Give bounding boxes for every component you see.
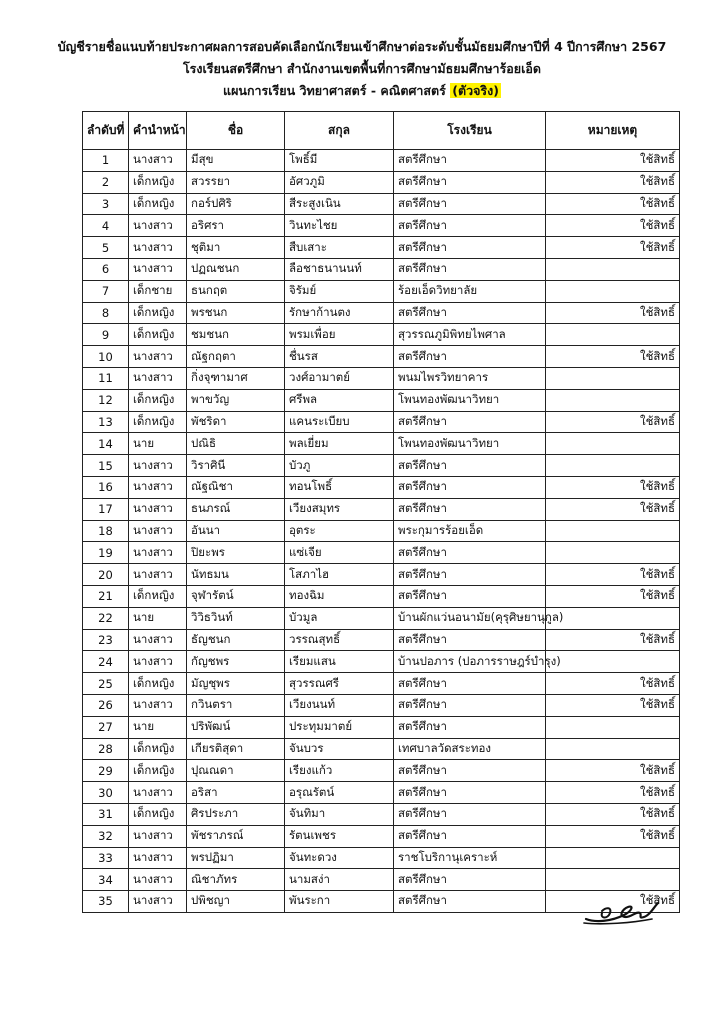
row-number: 19 xyxy=(83,542,129,564)
table-row xyxy=(83,498,680,520)
row-number: 24 xyxy=(83,651,129,673)
table-row xyxy=(83,782,680,804)
remark: ใช้สิทธิ์ xyxy=(546,825,680,847)
first-name: อริสา xyxy=(187,782,285,804)
row-number: 1 xyxy=(83,150,129,172)
remark: ใช้สิทธิ์ xyxy=(546,891,680,913)
name-prefix: เด็กหญิง xyxy=(129,324,187,346)
first-name: กิ่งจุฑามาศ xyxy=(187,367,285,389)
first-name: ปุณณดา xyxy=(187,760,285,782)
table-row xyxy=(83,673,680,695)
first-name: พัชริดา xyxy=(187,411,285,433)
school-name: โพนทองพัฒนาวิทยา xyxy=(394,433,546,455)
header-col-remark: หมายเหตุ xyxy=(546,112,680,150)
name-prefix: เด็กหญิง xyxy=(129,585,187,607)
school-name: สตรีศึกษา xyxy=(394,716,546,738)
table-row xyxy=(83,280,680,302)
school-name: สตรีศึกษา xyxy=(394,782,546,804)
first-name: กัญชพร xyxy=(187,651,285,673)
row-number: 33 xyxy=(83,847,129,869)
first-name: ปิยะพร xyxy=(187,542,285,564)
row-number: 7 xyxy=(83,280,129,302)
name-prefix: เด็กชาย xyxy=(129,280,187,302)
table-row xyxy=(83,411,680,433)
remark: ใช้สิทธิ์ xyxy=(546,782,680,804)
name-prefix: นางสาว xyxy=(129,258,187,280)
school-name: สตรีศึกษา xyxy=(394,869,546,891)
table-row xyxy=(83,193,680,215)
name-prefix: เด็กหญิง xyxy=(129,760,187,782)
last-name: สุวรรณศรี xyxy=(285,673,394,695)
table-row xyxy=(83,237,680,259)
school-name: พนมไพรวิทยาคาร xyxy=(394,367,546,389)
name-prefix: นางสาว xyxy=(129,825,187,847)
first-name: อริศรา xyxy=(187,215,285,237)
last-name: อรุณรัตน์ xyxy=(285,782,394,804)
school-name: สตรีศึกษา xyxy=(394,476,546,498)
remark xyxy=(546,738,680,760)
remark: ใช้สิทธิ์ xyxy=(546,411,680,433)
last-name: พลเยี่ยม xyxy=(285,433,394,455)
first-name: ณิชาภัทร xyxy=(187,869,285,891)
last-name: บัวมูล xyxy=(285,607,394,629)
table-row xyxy=(83,389,680,411)
table-row xyxy=(83,694,680,716)
remark xyxy=(546,869,680,891)
name-prefix: นางสาว xyxy=(129,564,187,586)
table-row xyxy=(83,585,680,607)
row-number: 16 xyxy=(83,476,129,498)
name-prefix: นางสาว xyxy=(129,629,187,651)
table-row xyxy=(83,564,680,586)
table-row xyxy=(83,716,680,738)
table-row xyxy=(83,869,680,891)
table-row xyxy=(83,651,680,673)
school-name: สตรีศึกษา xyxy=(394,694,546,716)
name-prefix: เด็กหญิง xyxy=(129,738,187,760)
last-name: โพธิ์มี xyxy=(285,150,394,172)
school-name: สตรีศึกษา xyxy=(394,498,546,520)
last-name: พันระกา xyxy=(285,891,394,913)
remark: ใช้สิทธิ์ xyxy=(546,760,680,782)
row-number: 34 xyxy=(83,869,129,891)
school-name: สตรีศึกษา xyxy=(394,585,546,607)
last-name: ทอนโพธิ์ xyxy=(285,476,394,498)
last-name: วรรณสุทธิ์ xyxy=(285,629,394,651)
row-number: 14 xyxy=(83,433,129,455)
school-name: สตรีศึกษา xyxy=(394,150,546,172)
school-name: โพนทองพัฒนาวิทยา xyxy=(394,389,546,411)
remark: ใช้สิทธิ์ xyxy=(546,585,680,607)
name-prefix: นางสาว xyxy=(129,367,187,389)
first-name: นัทธมน xyxy=(187,564,285,586)
name-prefix: เด็กหญิง xyxy=(129,389,187,411)
school-name: สุวรรณภูมิพิทยไพศาล xyxy=(394,324,546,346)
row-number: 23 xyxy=(83,629,129,651)
last-name: โสภาไฮ xyxy=(285,564,394,586)
name-prefix: นาย xyxy=(129,716,187,738)
first-name: พรชนก xyxy=(187,302,285,324)
plan-badge: (ตัวจริง) xyxy=(452,83,499,98)
school-name: สตรีศึกษา xyxy=(394,193,546,215)
table-row xyxy=(83,258,680,280)
name-prefix: นางสาว xyxy=(129,694,187,716)
row-number: 10 xyxy=(83,346,129,368)
first-name: วิวิธวินท์ xyxy=(187,607,285,629)
document-title: บัญชีรายชื่อแนบท้ายประกาศผลการสอบคัดเลือกนักเรียนเข้าศึกษาต่อระดับชั้นมัธยมศึกษาปีที่ 4 ปีการศึกษา 2567 xyxy=(57,39,667,54)
name-prefix: นางสาว xyxy=(129,869,187,891)
last-name: วงศ์อามาตย์ xyxy=(285,367,394,389)
first-name: ปพิชญา xyxy=(187,891,285,913)
remark: ใช้สิทธิ์ xyxy=(546,346,680,368)
row-number: 2 xyxy=(83,171,129,193)
table-row xyxy=(83,760,680,782)
row-number: 9 xyxy=(83,324,129,346)
table-row xyxy=(83,542,680,564)
row-number: 13 xyxy=(83,411,129,433)
name-prefix: เด็กหญิง xyxy=(129,193,187,215)
row-number: 15 xyxy=(83,455,129,477)
first-name: อันนา xyxy=(187,520,285,542)
remark xyxy=(546,542,680,564)
school-name: สตรีศึกษา xyxy=(394,564,546,586)
header-col-last-name: สกุล xyxy=(285,112,394,150)
remark xyxy=(546,389,680,411)
header-col-no: ลำดับที่ xyxy=(83,112,129,150)
row-number: 27 xyxy=(83,716,129,738)
remark xyxy=(546,607,680,629)
first-name: ชุติมา xyxy=(187,237,285,259)
last-name: เวียงสมุทร xyxy=(285,498,394,520)
name-prefix: นางสาว xyxy=(129,498,187,520)
table-row xyxy=(83,629,680,651)
last-name: เรียมแสน xyxy=(285,651,394,673)
table-row xyxy=(83,847,680,869)
remark xyxy=(546,716,680,738)
last-name: ชื่นรส xyxy=(285,346,394,368)
school-name: ราชโบริกานุเคราะห์ xyxy=(394,847,546,869)
name-prefix: นางสาว xyxy=(129,215,187,237)
name-prefix: เด็กหญิง xyxy=(129,673,187,695)
remark: ใช้สิทธิ์ xyxy=(546,302,680,324)
remark xyxy=(546,367,680,389)
first-name: ณัฐกฤตา xyxy=(187,346,285,368)
remark xyxy=(546,258,680,280)
name-prefix: นางสาว xyxy=(129,237,187,259)
first-name: มีสุข xyxy=(187,150,285,172)
last-name: พรมเพื่อย xyxy=(285,324,394,346)
last-name: รักษาก้านตง xyxy=(285,302,394,324)
name-prefix: นางสาว xyxy=(129,346,187,368)
school-name: บ้านผักแว่นอนามัย(คุรุศิษยานุกูล) xyxy=(394,607,546,629)
school-name: ร้อยเอ็ดวิทยาลัย xyxy=(394,280,546,302)
school-name: สตรีศึกษา xyxy=(394,171,546,193)
last-name: วินทะไชย xyxy=(285,215,394,237)
first-name: ณัฐณิชา xyxy=(187,476,285,498)
remark xyxy=(546,847,680,869)
row-number: 12 xyxy=(83,389,129,411)
name-prefix: นางสาว xyxy=(129,150,187,172)
last-name: สีระสูงเนิน xyxy=(285,193,394,215)
remark: ใช้สิทธิ์ xyxy=(546,193,680,215)
first-name: ธัญชนก xyxy=(187,629,285,651)
remark xyxy=(546,280,680,302)
table-row xyxy=(83,171,680,193)
first-name: ธนภรณ์ xyxy=(187,498,285,520)
remark xyxy=(546,324,680,346)
table-body xyxy=(83,150,680,913)
table-row xyxy=(83,803,680,825)
last-name: จันทะดวง xyxy=(285,847,394,869)
school-line: โรงเรียนสตรีศึกษา สำนักงานเขตพื้นที่การศึกษามัธยมศึกษาร้อยเอ็ด xyxy=(182,61,542,76)
name-prefix: นาย xyxy=(129,607,187,629)
first-name: กอร์ปศิริ xyxy=(187,193,285,215)
row-number: 17 xyxy=(83,498,129,520)
row-number: 8 xyxy=(83,302,129,324)
remark: ใช้สิทธิ์ xyxy=(546,476,680,498)
remark: ใช้สิทธิ์ xyxy=(546,803,680,825)
row-number: 29 xyxy=(83,760,129,782)
plan-name: แผนการเรียน วิทยาศาสตร์ - คณิตศาสตร์ xyxy=(223,83,446,98)
row-number: 32 xyxy=(83,825,129,847)
school-name: สตรีศึกษา xyxy=(394,237,546,259)
row-number: 20 xyxy=(83,564,129,586)
first-name: เกียรติสุดา xyxy=(187,738,285,760)
school-name: สตรีศึกษา xyxy=(394,346,546,368)
row-number: 22 xyxy=(83,607,129,629)
handwritten-signature-icon xyxy=(582,893,662,929)
school-name: สตรีศึกษา xyxy=(394,760,546,782)
school-name: บ้านปอภาร (ปอภารราษฎร์บำรุง) xyxy=(394,651,546,673)
last-name: จันบวร xyxy=(285,738,394,760)
table-row xyxy=(83,607,680,629)
table-row xyxy=(83,346,680,368)
table-row xyxy=(83,215,680,237)
remark: ใช้สิทธิ์ xyxy=(546,694,680,716)
remark: ใช้สิทธิ์ xyxy=(546,498,680,520)
document-header xyxy=(0,36,724,102)
header-col-prefix: คำนำหน้า xyxy=(129,112,187,150)
remark xyxy=(546,520,680,542)
name-prefix: นางสาว xyxy=(129,542,187,564)
table-row xyxy=(83,150,680,172)
name-prefix: นาย xyxy=(129,433,187,455)
first-name: พาขวัญ xyxy=(187,389,285,411)
table-row xyxy=(83,520,680,542)
school-name: สตรีศึกษา xyxy=(394,542,546,564)
row-number: 18 xyxy=(83,520,129,542)
row-number: 3 xyxy=(83,193,129,215)
school-name: พระกุมารร้อยเอ็ด xyxy=(394,520,546,542)
school-name: เทศบาลวัดสระทอง xyxy=(394,738,546,760)
row-number: 30 xyxy=(83,782,129,804)
remark xyxy=(546,455,680,477)
student-table xyxy=(82,111,680,913)
remark: ใช้สิทธิ์ xyxy=(546,564,680,586)
school-name: สตรีศึกษา xyxy=(394,411,546,433)
first-name: ปฏณชนก xyxy=(187,258,285,280)
remark: ใช้สิทธิ์ xyxy=(546,673,680,695)
school-name: สตรีศึกษา xyxy=(394,673,546,695)
school-name: สตรีศึกษา xyxy=(394,302,546,324)
name-prefix: นางสาว xyxy=(129,651,187,673)
remark: ใช้สิทธิ์ xyxy=(546,150,680,172)
last-name: แคนระเบียบ xyxy=(285,411,394,433)
last-name: อัศวภูมิ xyxy=(285,171,394,193)
first-name: มัญชุพร xyxy=(187,673,285,695)
header-col-school: โรงเรียน xyxy=(394,112,546,150)
first-name: จุฬารัตน์ xyxy=(187,585,285,607)
name-prefix: เด็กหญิง xyxy=(129,803,187,825)
first-name: วิราศินี xyxy=(187,455,285,477)
table-row xyxy=(83,367,680,389)
school-name: สตรีศึกษา xyxy=(394,803,546,825)
first-name: สวรรยา xyxy=(187,171,285,193)
school-name: สตรีศึกษา xyxy=(394,258,546,280)
row-number: 28 xyxy=(83,738,129,760)
remark: ใช้สิทธิ์ xyxy=(546,215,680,237)
last-name: นามสง่า xyxy=(285,869,394,891)
table-row xyxy=(83,476,680,498)
last-name: สืบเสาะ xyxy=(285,237,394,259)
row-number: 4 xyxy=(83,215,129,237)
school-name: สตรีศึกษา xyxy=(394,455,546,477)
last-name: จิรัมย์ xyxy=(285,280,394,302)
last-name: รัตนเพชร xyxy=(285,825,394,847)
name-prefix: เด็กหญิง xyxy=(129,411,187,433)
row-number: 35 xyxy=(83,891,129,913)
name-prefix: นางสาว xyxy=(129,476,187,498)
remark xyxy=(546,433,680,455)
remark: ใช้สิทธิ์ xyxy=(546,629,680,651)
last-name: เรียงแก้ว xyxy=(285,760,394,782)
table-row xyxy=(83,738,680,760)
row-number: 21 xyxy=(83,585,129,607)
remark: ใช้สิทธิ์ xyxy=(546,237,680,259)
row-number: 5 xyxy=(83,237,129,259)
last-name: ประทุมมาตย์ xyxy=(285,716,394,738)
table-row xyxy=(83,433,680,455)
last-name: อุตระ xyxy=(285,520,394,542)
row-number: 6 xyxy=(83,258,129,280)
row-number: 25 xyxy=(83,673,129,695)
first-name: พรปฏิมา xyxy=(187,847,285,869)
first-name: ชมชนก xyxy=(187,324,285,346)
plan-line xyxy=(0,80,724,102)
name-prefix: เด็กหญิง xyxy=(129,171,187,193)
school-name: สตรีศึกษา xyxy=(394,215,546,237)
last-name: จันทิมา xyxy=(285,803,394,825)
last-name: แซ่เจีย xyxy=(285,542,394,564)
first-name: กวินตรา xyxy=(187,694,285,716)
table-row xyxy=(83,825,680,847)
name-prefix: นางสาว xyxy=(129,782,187,804)
remark xyxy=(546,651,680,673)
last-name: ศรีพล xyxy=(285,389,394,411)
last-name: บัวภู xyxy=(285,455,394,477)
table-row xyxy=(83,302,680,324)
header-col-first-name: ชื่อ xyxy=(187,112,285,150)
first-name: ธนกฤต xyxy=(187,280,285,302)
school-name: สตรีศึกษา xyxy=(394,629,546,651)
name-prefix: นางสาว xyxy=(129,455,187,477)
last-name: ทองฉิม xyxy=(285,585,394,607)
table-row xyxy=(83,455,680,477)
last-name: เวียงนนท์ xyxy=(285,694,394,716)
table-header-row xyxy=(83,112,680,150)
row-number: 11 xyxy=(83,367,129,389)
remark: ใช้สิทธิ์ xyxy=(546,171,680,193)
first-name: พัชราภรณ์ xyxy=(187,825,285,847)
first-name: ปริพัฒน์ xyxy=(187,716,285,738)
school-name: สตรีศึกษา xyxy=(394,825,546,847)
last-name: ลือชาธนานนท์ xyxy=(285,258,394,280)
first-name: ปณิธิ xyxy=(187,433,285,455)
row-number: 31 xyxy=(83,803,129,825)
school-name: สตรีศึกษา xyxy=(394,891,546,913)
name-prefix: นางสาว xyxy=(129,520,187,542)
name-prefix: เด็กหญิง xyxy=(129,302,187,324)
name-prefix: นางสาว xyxy=(129,847,187,869)
table-row xyxy=(83,324,680,346)
name-prefix: นางสาว xyxy=(129,891,187,913)
first-name: ศิรประภา xyxy=(187,803,285,825)
row-number: 26 xyxy=(83,694,129,716)
